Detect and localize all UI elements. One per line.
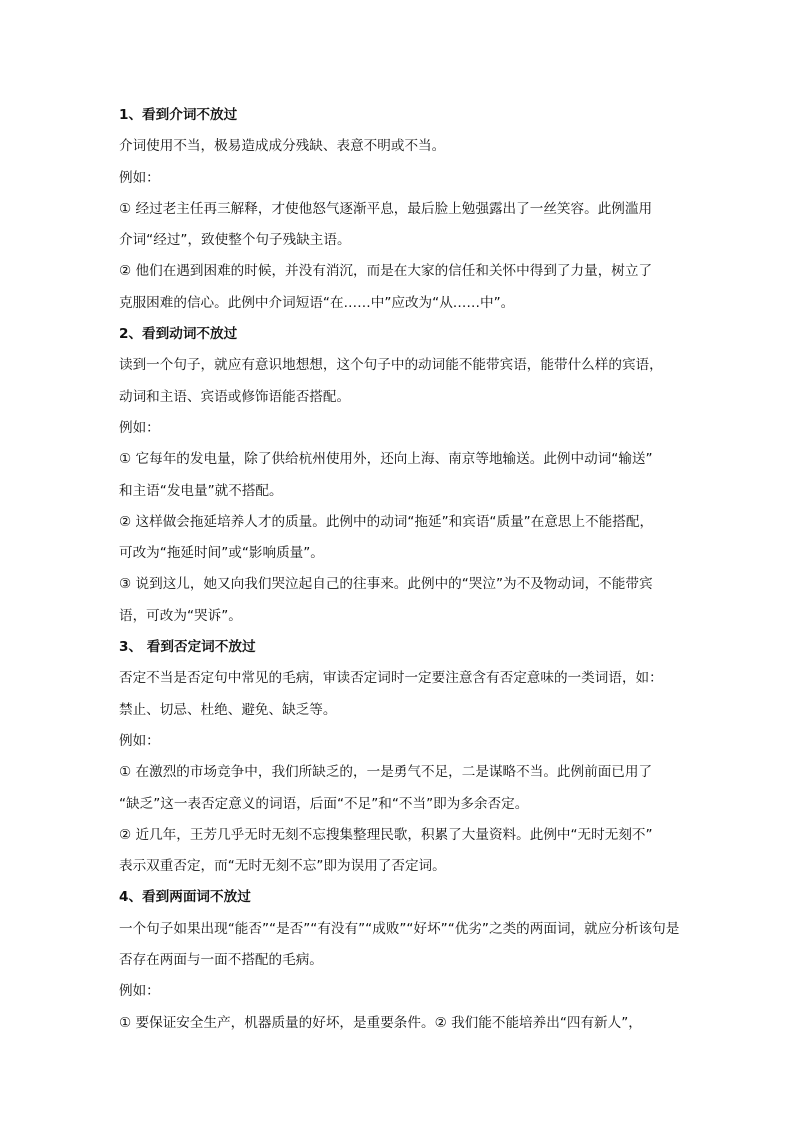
paragraph-line: ① 它每年的发电量，除了供给杭州使用外，还向上海、南京等地输送。此例中动词“输送” (119, 451, 653, 468)
example-label: 例如： (119, 419, 160, 436)
paragraph-line: ② 近几年，王芳几乎无时无刻不忘搜集整理民歌，积累了大量资料。此例中“无时无刻不” (119, 826, 653, 843)
paragraph-line: “缺乏”这一表否定意义的词语，后面“不足”和“不当”即为多余否定。 (119, 795, 529, 812)
section-heading-4: 4、看到两面词不放过 (119, 889, 251, 906)
paragraph-line: ② 这样做会拖延培养人才的质量。此例中的动词“拖延”和宾语“质量”在意思上不能搭配， (119, 513, 654, 530)
paragraph-line: ① 在激烈的市场竞争中，我们所缺乏的，一是勇气不足，二是谋略不当。此例前面已用了 (119, 764, 653, 781)
paragraph-line: ① 要保证安全生产，机器质量的好坏，是重要条件。② 我们能不能培养出“四有新人”， (119, 1014, 642, 1031)
paragraph-line: 和主语“发电量”就不搭配。 (119, 482, 283, 499)
paragraph-line: 动词和主语、宾语或修饰语能否搭配。 (119, 388, 351, 405)
paragraph-line: 读到一个句子，就应有意识地想想，这个句子中的动词能不能带宾语，能带什么样的宾语， (119, 357, 663, 374)
paragraph-line: 介词“经过”，致使整个句子残缺主语。 (119, 232, 351, 249)
paragraph-line: ③ 说到这儿，她又向我们哭泣起自己的往事来。此例中的“哭泣”为不及物动词，不能带宾 (119, 576, 653, 593)
section-heading-1: 1、看到介词不放过 (119, 107, 238, 123)
section-heading-3: 3、 看到否定词不放过 (119, 639, 256, 656)
paragraph-line: ② 他们在遇到困难的时候，并没有消沉，而是在大家的信任和关怀中得到了力量，树立了 (119, 263, 653, 280)
paragraph-line: 可改为“拖延时间”或“影响质量”。 (119, 545, 324, 562)
example-label: 例如： (119, 983, 160, 1000)
paragraph-line: 否定不当是否定句中常见的毛病，审读否定词时一定要注意含有否定意味的一类词语，如： (119, 670, 663, 687)
paragraph-line: 否存在两面与一面不搭配的毛病。 (119, 952, 323, 969)
paragraph-line: 禁止、切忌、杜绝、避免、缺乏等。 (119, 701, 337, 718)
paragraph-line: 介词使用不当，极易造成成分残缺、表意不明或不当。 (119, 138, 446, 155)
paragraph-line: 一个句子如果出现“能否”“是否”“有没有”“成败”“好坏”“优劣”之类的两面词，就应分析该句是 (119, 920, 680, 937)
example-label: 例如： (119, 732, 160, 749)
paragraph-line: 克服困难的信心。此例中介词短语“在……中”应改为“从……中”。 (119, 294, 515, 311)
paragraph-line: ① 经过老主任再三解释，才使他怒气逐渐平息，最后脸上勉强露出了一丝笑容。此例滥用 (119, 200, 653, 217)
example-label: 例如： (119, 169, 160, 186)
paragraph-line: 表示双重否定，而“无时无刻不忘”即为误用了否定词。 (119, 858, 446, 875)
paragraph-line: 语，可改为“哭诉”。 (119, 607, 242, 624)
document-body (119, 100, 679, 1039)
section-heading-2: 2、看到动词不放过 (119, 326, 238, 343)
